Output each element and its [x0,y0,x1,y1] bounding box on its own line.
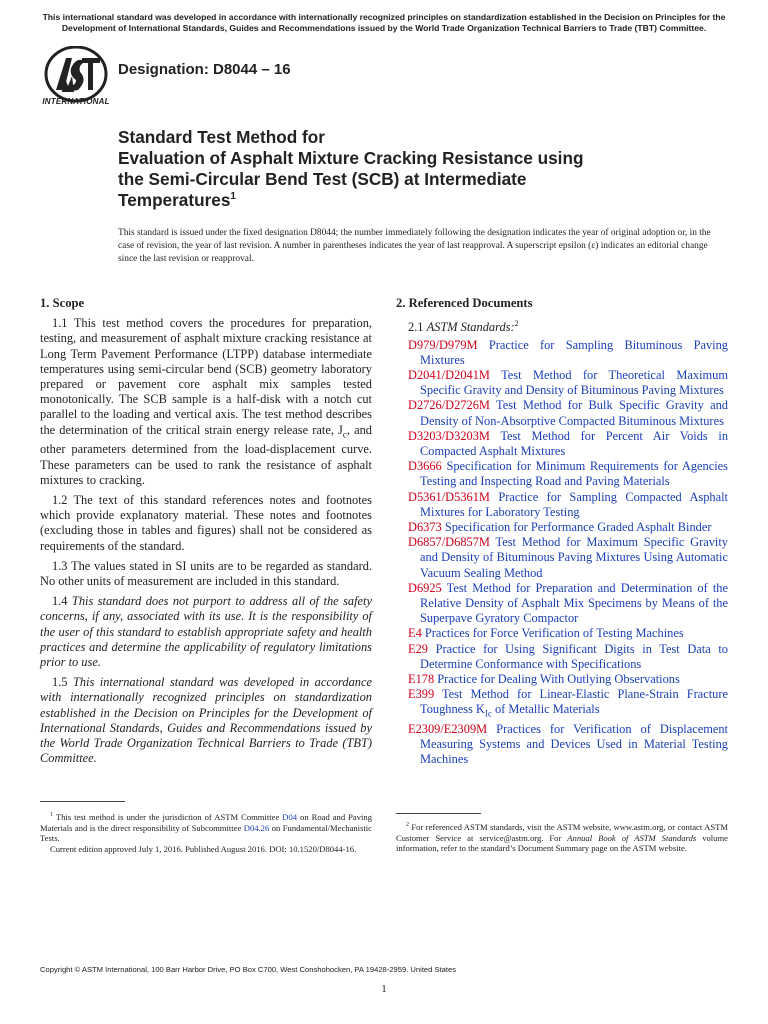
scope-paragraph-1: 1.1 This test method covers the procedures for preparation, testing, and measurement of asphalt mixture cracking resistance at Long Term Pavement Performance (LTPP) database intermediate temperatures using semi-circular bend (SCB) geometry laboratory prepared or pavement core asphalt mix samples tested monotonically. The SCB sample is a half-disk with a notch cut parallel to the loading and vertical axis. The test method describes the determination of the critical strain energy release rate, $J_c$, and other parameters determined from the load-displacement curve. These parameters can be used to rank the resistance of asphalt mixtures to cracking. [40,316,372,487]
reference-item[interactable] [396,490,728,520]
reference-code-link[interactable]: D3203/D3203M [408,428,490,443]
reference-item[interactable] [396,581,728,627]
scope-column [40,296,372,771]
reference-code-link[interactable]: E29 [408,641,428,656]
scope-paragraph-4: 1.4 This standard does not purport to address all of the safety concerns, if any, associated with its use. It is the responsibility of the user of this standard to establish appropriate safety and health practices and determine the applicability of regulatory limitations prior to use. [40,594,372,669]
references-column [396,296,728,768]
reference-code-link[interactable]: D2041/D2041M [408,367,490,382]
reference-code-link[interactable]: D3666 [408,459,442,474]
logo-caption: INTERNATIONAL [42,97,110,106]
reference-item[interactable]: E399 Test Method for Linear-Elastic Plane-Strain Fracture Toughness $K_{Ic}$ of Metallic Materials [408,687,728,719]
reference-item[interactable] [396,429,728,459]
scope-paragraph-3: 1.3 The values stated in SI units are to be regarded as standard. No other units of measurement are included in this standard. [40,558,372,588]
reference-title-link[interactable]: Test Method for Maximum Specific Gravity and Density of Bituminous Paving Mixtures Using Automatic Vacuum Sealing Method [420,535,728,580]
reference-title-link[interactable]: Practices for Verification of Displacement Measuring Systems and Devices Used in Material Testing Machines [420,722,728,767]
reference-code-link[interactable]: E178 [408,672,435,686]
document-title [118,127,658,211]
footnote-2: $^2$ For referenced ASTM standards, visit the ASTM website, www.astm.org, or contact ASTM Customer Service at service@astm.org. For Annual Book of ASTM Standards volume information, refer to the standard’s Document Summary page on the ASTM website. [396,821,728,854]
footnote-1: $^1$ This test method is under the jurisdiction of ASTM Committee D04 on Road and Paving Materials and is the direct responsibility of Subcommittee D04.26 on Fundamental/Mechanistic Tests. Current edition approved July 1, 2016. Published August 2016. DOI: 10.1520/D8044-16. [40,811,373,855]
scope-paragraph-5: 1.5 This international standard was developed in accordance with internationally recognized principles on standardization established in the Decision on Principles for the Development of International Standards, Guides and Recommendations issued by the World Trade Organization Technical Barriers to Trade (TBT) Committee. [40,675,372,766]
title-line-3: the Semi-Circular Bend Test (SCB) at Intermediate [118,169,527,189]
reference-title-link[interactable]: Test Method for Percent Air Voids in Compacted Asphalt Mixtures [420,428,729,458]
footnote-divider-left [40,801,125,802]
reference-title-link[interactable]: Practice for Using Significant Digits in Test Data to Determine Conformance with Specifications [420,641,728,671]
reference-title-link[interactable]: Test Method for Preparation and Determination of the Relative Density of Asphalt Mix Specimens by Means of the Superpave Gyratory Compactor [420,580,728,626]
reference-title-link[interactable]: Practice for Sampling Bituminous Paving Mixtures [420,337,728,367]
reference-item[interactable] [396,626,728,641]
reference-code-link[interactable]: D979/D979M [408,337,478,352]
reference-list [408,338,728,768]
reference-item[interactable] [396,368,728,398]
page-number: 1 [381,983,387,995]
reference-item[interactable] [396,535,728,581]
designation: Designation: D8044 – 16 [118,61,291,78]
reference-code-link[interactable]: E2309/E2309M [408,722,488,737]
reference-title-link[interactable]: Practice for Sampling Compacted Asphalt Mixtures for Laboratory Testing [420,489,728,519]
references-heading: 2. Referenced Documents [396,296,533,310]
reference-title-link[interactable]: Specification for Minimum Requirements for Agencies Testing and Inspecting Road and Paving Materials [420,459,728,489]
reference-code-link[interactable]: E4 [408,626,422,641]
reference-code-link[interactable]: D6857/D6857M [408,535,490,550]
reference-item[interactable] [396,520,728,535]
header-notice: This international standard was developed in accordance with internationally recognized principles on standardization established in the Decision on Principles for the Development of International Standards, Guides and Recommendations issued by the World Trade Organization Technical Barriers to Trade (TBT) Committee. [42,12,726,33]
reference-title-link[interactable]: Specification for Performance Graded Asphalt Binder [444,519,712,534]
reference-code-link[interactable]: D6925 [408,580,442,595]
scope-heading: 1. Scope [40,296,85,310]
reference-code-link[interactable]: D5361/D5361M [408,489,490,504]
reference-title-link[interactable]: Practice for Dealing With Outlying Observations [437,672,680,686]
title-line-4: Temperatures [118,190,231,210]
title-line-1: Standard Test Method for [118,127,325,147]
reference-code-link[interactable]: E399 [408,687,435,702]
reference-item[interactable] [396,398,728,428]
scope-paragraph-2: 1.2 The text of this standard references notes and footnotes which provide explanatory material. These notes and footnotes (excluding those in tables and figures) shall not be considered as requirements of the standard. [40,492,372,553]
reference-item[interactable] [396,338,728,368]
issuance-note: This standard is issued under the fixed designation D8044; the number immediately following the designation indicates the year of original adoption or, in the case of revision, the year of last revision. A number in parentheses indicates the year of last reapproval. A superscript epsilon (ε) indicates an editorial change since the last revision or reapproval. [118,228,711,264]
footnote-divider-right [396,813,481,814]
reference-item[interactable] [396,672,728,687]
reference-title-link[interactable]: Practices for Force Verification of Testing Machines [424,626,684,641]
title-line-2: Evaluation of Asphalt Mixture Cracking Resistance using [118,148,584,168]
reference-code-link[interactable]: D6373 [408,519,442,534]
reference-title-link[interactable]: Test Method for Bulk Specific Gravity and Density of Non-Absorptive Compacted Bituminous Mixtures [420,398,728,428]
copyright-line: Copyright © ASTM International, 100 Barr Harbor Drive, PO Box C700, West Conshohocken, PA 19428-2959. United States [40,965,457,974]
reference-title-link[interactable]: Test Method for Linear-Elastic Plane-Strain Fracture Toughness K [420,687,728,717]
reference-item[interactable] [396,459,728,489]
reference-item[interactable] [396,722,728,768]
reference-title-link[interactable]: Test Method for Theoretical Maximum Specific Gravity and Density of Bituminous Paving Mixtures [420,367,728,398]
reference-item[interactable] [396,642,728,672]
astm-standards-subheading: 2.1 ASTM Standards:$^2$ [408,319,519,335]
committee-link[interactable]: D04 [282,811,298,822]
subcommittee-link[interactable]: D04.26 [243,822,270,833]
reference-code-link[interactable]: D2726/D2726M [408,398,490,413]
title-footnote-mark: 1 [230,191,236,202]
